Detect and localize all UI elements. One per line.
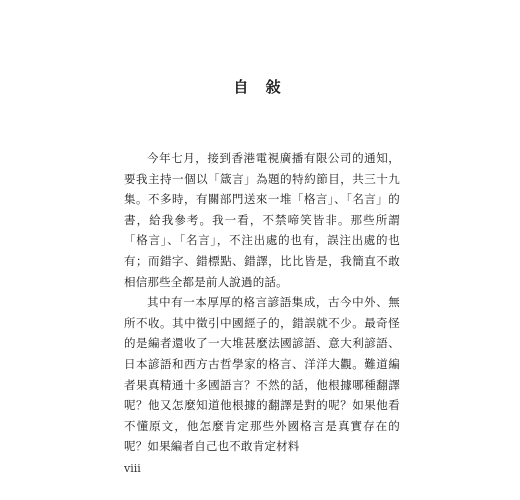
page-number: viii [124, 462, 141, 475]
paragraph-1: 今年七月，接到香港電視廣播有限公司的通知，要我主持一個以「箴言」為題的特約節目，共三十九集。不多時，有關部門送來一堆「格言」、「名言」的書，給我參考。我一看，不禁啼笑皆非。那些所謂「格言」、「名言」，不注出處的也有，誤注出處的也有；而錯字、錯標點、錯譯，比比皆是，我簡直不敢相信那些全都是前人說過的話。 [124, 151, 400, 289]
paragraph-2: 其中有一本厚厚的格言諺語集成，古今中外、無所不收。其中徵引中國經子的，錯誤就不少。最奇怪的是編者還收了一大堆甚麼法國諺語、意大利諺語、日本諺語和西方古哲學家的格言、洋洋大觀。難道編者果真精通十多國語言？不然的話，他根據哪種翻譯呢？他又怎麼知道他根據的翻譯是對的呢？如果他看不懂原文，他怎麼肯定那些外國格言是真實存在的呢？如果編者自己也不敢肯定材料 [124, 295, 400, 454]
body-text [124, 148, 400, 457]
chapter-title: 自 敍 [233, 78, 287, 96]
